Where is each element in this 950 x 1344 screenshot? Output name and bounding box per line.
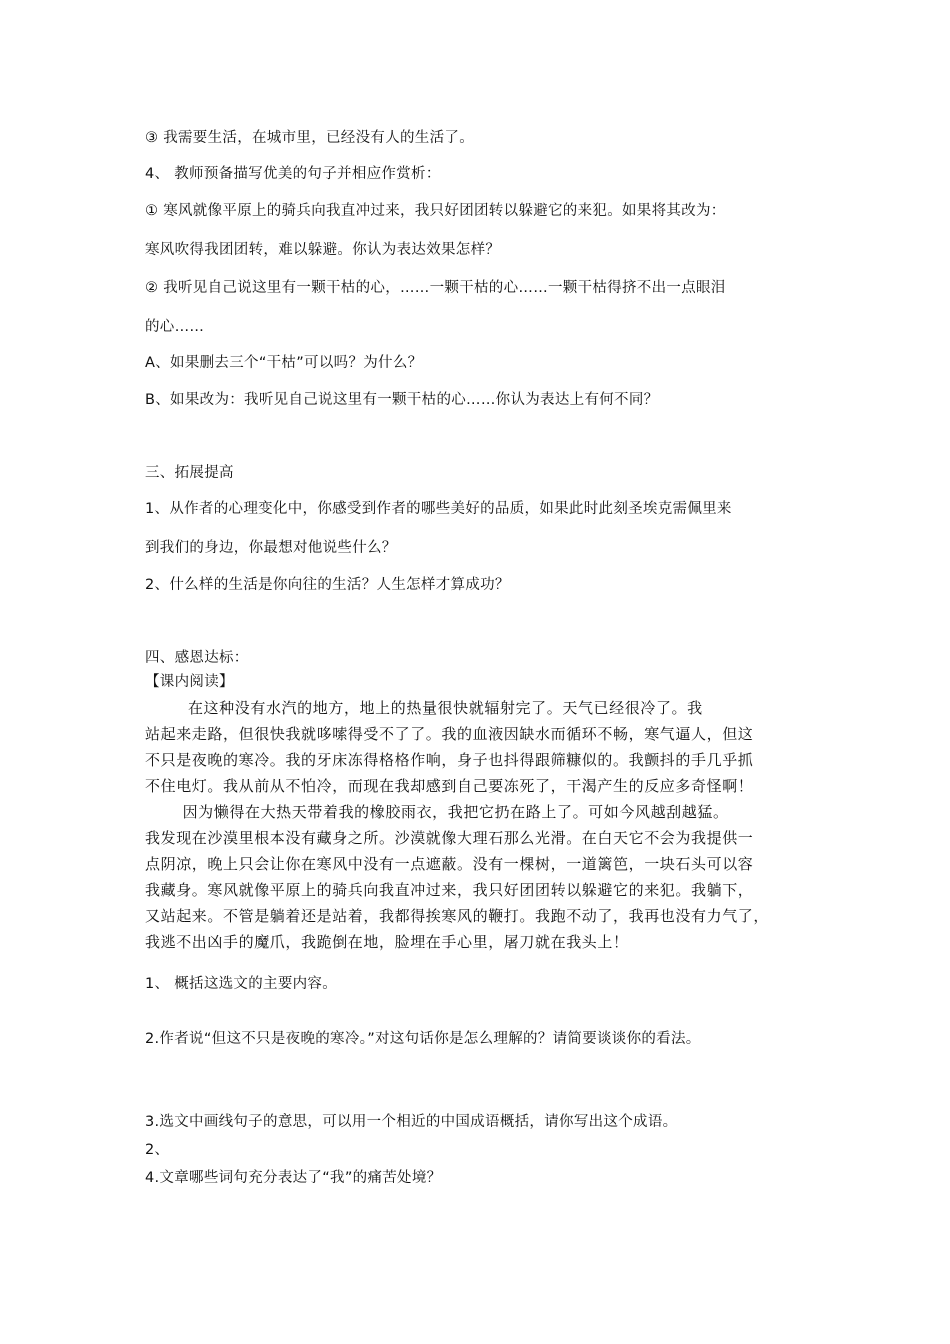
text-line-7: 到我们的身边，你最想对他说些什么？ (145, 540, 397, 556)
passage-line: 我发现在沙漠里根本没有藏身之所。沙漠就像大理石那么光滑。在白天它不会为我提供一 (145, 829, 754, 847)
question-1: 1、 概括这选文的主要内容。 (145, 976, 338, 992)
text-line-3: 寒风吹得我团团转，难以躲避。你认为表达效果怎样？ (145, 242, 501, 258)
passage-line: 我逃不出凶手的魔爪，我跪倒在地，脸埋在手心里，屠刀就在我头上！ (145, 933, 629, 951)
question-4: 4.文章哪些词句充分表达了“我”的痛苦处境？ (145, 1170, 442, 1186)
reading-heading: 【课内阅读】 (145, 674, 234, 690)
passage-line: 在这种没有水汽的地方，地上的热量很快就辐射完了。天气已经很冷了。我 (145, 699, 703, 717)
question-2: 2.作者说“但这不只是夜晚的寒冷。”对这句话你是怎么理解的？请简要谈谈你的看法。 (145, 1031, 701, 1047)
passage-line: 不住电灯。我从前从不怕冷，而现在我却感到自己要冻死了，干渴产生的反应多奇怪啊！ (145, 777, 754, 795)
question-a: A、如果删去三个“干枯”可以吗？为什么？ (145, 355, 423, 371)
passage-paragraph-1 (145, 695, 805, 799)
passage-line: 站起来走路，但很快我就哆嗦得受不了了。我的血液因缺水而循环不畅，寒气逼人，但这 (145, 725, 754, 743)
section-heading-3: 三、拓展提高 (145, 465, 234, 481)
passage-line: 又站起来。不管是躺着还是站着，我都得挨寒风的鞭打。我跑不动了，我再也没有力气了， (145, 907, 770, 925)
passage-line: 点阴凉，晚上只会让你在寒风中没有一点遮蔽。没有一棵树，一道篱笆，一块石头可以容 (145, 855, 754, 873)
section-heading-4: 4、 教师预备描写优美的句子并相应作赏析： (145, 166, 441, 182)
question-3: 3.选文中画线句子的意思，可以用一个相近的中国成语概括，请你写出这个成语。 (145, 1114, 678, 1130)
text-line-1: ③ 我需要生活，在城市里，已经没有人的生活了。 (145, 130, 475, 146)
text-line-8: 2、什么样的生活是你向往的生活？人生怎样才算成功？ (145, 577, 510, 593)
section-heading-4-gratitude: 四、感恩达标： (145, 650, 249, 666)
text-line-5: 的心…… (145, 319, 205, 335)
passage-line: 不只是夜晚的寒冷。我的牙床冻得格格作响，身子也抖得跟筛糠似的。我颤抖的手几乎抓 (145, 751, 754, 769)
passage-line: 我藏身。寒风就像平原上的骑兵向我直冲过来，我只好团团转以躲避它的来犯。我躺下， (145, 881, 754, 899)
text-line-2: ① 寒风就像平原上的骑兵向我直冲过来，我只好团团转以躲避它的来犯。如果将其改为： (145, 203, 726, 219)
text-line-4: ② 我听见自己说这里有一颗干枯的心，……一颗干枯的心……一颗干枯得挤不出一点眼泪 (145, 280, 726, 296)
question-b: B、如果改为：我听见自己说这里有一颗干枯的心……你认为表达上有何不同？ (145, 392, 659, 408)
list-marker: 2、 (145, 1142, 170, 1158)
passage-paragraph-2 (145, 799, 805, 955)
passage-line: 因为懒得在大热天带着我的橡胶雨衣，我把它扔在路上了。可如今风越刮越猛。 (145, 803, 729, 821)
text-line-6: 1、从作者的心理变化中，你感受到作者的哪些美好的品质，如果此时此刻圣埃克需佩里来 (145, 501, 732, 517)
